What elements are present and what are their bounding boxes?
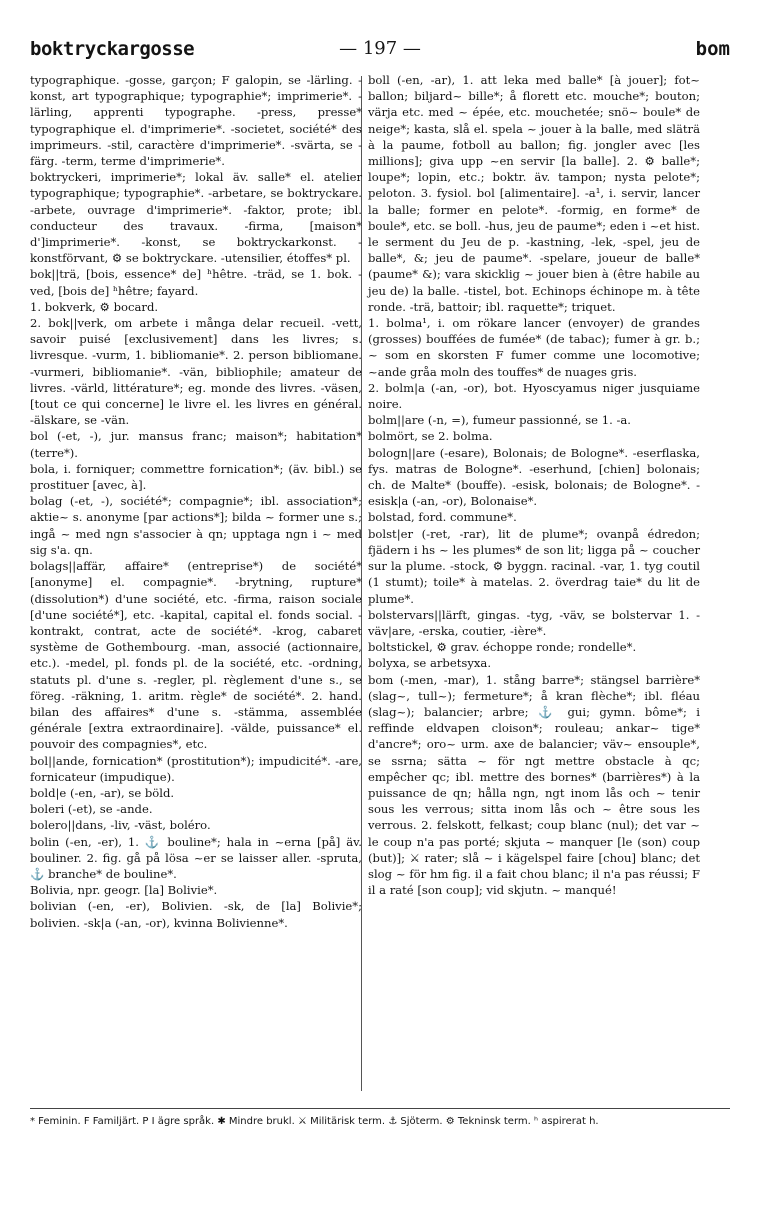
entry-boll: boll (-en, -ar), 1. att leka med balle* [à jouer]; fot~ ballon; biljard~ bille*; å florett etc. mouche*; bouton; värja etc. med ~ épée, etc. mouchetée; snö~ boule* de neige*; kasta, slå el. spela ~ jouer à la balle, med släträ à la paume, fotboll au ballon; fig. jongler avec [les millions]; giva upp ~en servir [la balle]. 2. ⚙ balle*; loupe*; lopin, etc.; boktr. äv. tampon; nysta pelote*; peloton. 3. fysiol. bol [alimentaire]. -a¹, i. servir, lancer la balle; former en pelote*. -formig, en forme* de boule*, etc. se boll. -hus, jeu de paume*; eden i ~et hist. le serment du Jeu de p. -kastning, -lek, -spel, jeu de balle*, &; jeu de paume*. -spelare, joueur de balle* (paume* &); vara skicklig ~ jouer bien à (être habile au jeu de) la balle. -tistel, bot. Echinops échinope m. à tête ronde. -trä, battoir; ibl. raquette*; triquet. bbox=[368, 73, 700, 314]
header-first-entry: boktryckargosse bbox=[30, 38, 195, 60]
entry-bolma-2: 2. bolm|a (-an, -or), bot. Hyoscyamus niger jusquiame noire. bbox=[368, 380, 700, 412]
entry-bola: bola, i. forniquer; commettre fornication*; (äv. bibl.) se prostituer [avec, à]. bbox=[30, 461, 362, 493]
entry-boktryckargosse: typographique. -gosse, garçon; F galopin, se -lärling. -konst, art typographique; typographie*; imprimerie*. -lärling, apprenti typographe. -press, presse* typographique el. d'imprimerie*. -societet, société* des imprimeurs. -stil, caractère d'imprimerie*. -svärta, se -färg. -term, terme d'imprimerie*. bbox=[30, 73, 362, 169]
entry-bolyxa: bolyxa, se arbetsyxa. bbox=[368, 656, 492, 671]
entry-bokverk-1: 1. bokverk, ⚙ bocard. bbox=[30, 299, 159, 314]
entry-bolma-1: 1. bolma¹, i. om rökare lancer (envoyer) de grandes (grosses) bouffées de fumée* (de tabac); fumer à gr. b.; ~ som en skorsten F fumer comme une locomotive; ~ande gråa moln des touffes* de nuages gris. bbox=[368, 316, 700, 379]
entry-bolagsaffar: bolags||affär, affaire* (entreprise*) de société* [anonyme] el. compagnie*. -brytning, rupture* (dissolution*) d'une société, etc. -firma, raison sociale [d'une société*], etc. -kapital, capital el. fonds social. -kontrakt, contrat, acte de société*. -krog, cabaret système de Gothembourg. -man, associé (actionnaire, etc.). -medel, pl. fonds pl. de la société, etc. -ordning, statuts pl. d'une s. -regler, pl. règlement d'une s., se föreg. -räkning, 1. aritm. règle* de société*. 2. hand. bilan des affaires* d'une s. -stämma, assemblée générale [extra extraordinaire]. -välde, puissance* el. pouvoir des compagnies*, etc. bbox=[30, 559, 362, 752]
entry-bol: bol (-et, -), jur. mansus franc; maison*; habitation* (terre*). bbox=[30, 429, 362, 460]
entry-bom: bom (-men, -mar), 1. stång barre*; stängsel barrière* (slag~, tull~); fermeture*; å kran flèche*; ibl. fléau (slag~); balancier; arbre; ⚓ gui; gymn. bôme*; i reffinde eldvapen cloison*; rouleau; ankar~ tige* d'ancre*; oro~ urm. axe de balancier; väv~ ensouple*, se ssrna; sätta ~ för ngt mettre obstacle à qc; empêcher qc; ibl. mettre des bornes* (barrières*) à la puissance de qn; hålla ngn, ngt inom lås och ~ tenir sous les verrous; sitta inom lås och ~ être sous les verrous. 2. felskott, felkast; coup blanc (nul); det var ~ le coup n'a pas porté; skjuta ~ manquer [le (son) coup (but)]; ⚔ rater; slå ~ i kägelspel faire [chou] blanc; det slog ~ för hm fig. il a fait chou blanc; il n'a pas réussi; F il a raté [son coup]; vid skjutn. ~ manqué! bbox=[368, 672, 700, 898]
entry-bolerodans: bolero||dans, -liv, -väst, boléro. bbox=[30, 818, 211, 833]
entry-bolmare: bolm||are (-n, =), fumeur passionné, se 1. -a. bbox=[368, 413, 631, 428]
entry-bolstervarslarft: bolstervars||lärft, gingas. -tyg, -väv, se bolstervar 1. -väv|are, -erska, coutier, -ière*. bbox=[368, 607, 700, 638]
entry-bokverk-2: 2. bok||verk, om arbete i många delar recueil. -vett, savoir puisé [exclusivement] dans les livres; s. livresque. -vurm, 1. bibliomanie*. 2. person bibliomane. -vurmeri, bibliomanie*. -vän, bibliophile; amateur de livres. -värld, littérature*; eg. monde des livres. -väsen, [tout ce qui concerne] le livre el. les livres en général. -älskare, se -vän. bbox=[30, 316, 362, 428]
header-last-entry: bom bbox=[695, 38, 730, 60]
entry-bolande: bol||ande, fornication* (prostitution*); impudicité*. -are, fornicateur (impudique). bbox=[30, 753, 362, 784]
entry-bolde: bold|e (-en, -ar), se böld. bbox=[30, 785, 175, 800]
entry-boleri: boleri (-et), se -ande. bbox=[30, 802, 153, 817]
entry-bolstad: bolstad, ford. commune*. bbox=[368, 510, 517, 525]
page-header bbox=[30, 38, 730, 68]
entry-bolmort: bolmört, se 2. bolma. bbox=[368, 429, 493, 444]
entry-bolognare: bologn||are (-esare), Bolonais; de Bologne*. -eserflaska, fys. matras de Bologne*. -eserhund, [chien] bolonais; ch. de Malte* (bouffe). -esisk, bolonais; de Bologne*. -esisk|a (-an, -or), Bolonaise*. bbox=[368, 445, 700, 509]
entry-boktryckeri: boktryckeri, imprimerie*; lokal äv. salle* el. atelier typographique; typographie*. -arbetare, se boktryckare. -arbete, ouvrage d'imprimerie*. -faktor, prote; ibl. conducteur des travaux. -firma, [maison* d']imprimerie*. -konst, se boktryckarkonst. -konstförvant, ⚙ se boktryckare. -utensilier, étoffes* pl. bbox=[30, 170, 362, 266]
entry-bolag: bolag (-et, -), société*; compagnie*; ibl. association*; aktie~ s. anonyme [par actions*]; bilda ~ former une s.; ingå ~ med ngn s'associer à qn; upptaga ngn i ~ med sig s'a. qn. bbox=[30, 494, 362, 557]
page-number: — 197 — bbox=[339, 38, 421, 59]
entry-boltstickel: boltstickel, ⚙ grav. échoppe ronde; rondelle*. bbox=[368, 640, 637, 655]
right-column bbox=[368, 72, 700, 898]
entry-boktra: bok||trä, [bois, essence* de] ʰhêtre. -träd, se 1. bok. -ved, [bois de] ʰhêtre; fayard. bbox=[30, 267, 362, 298]
entry-bolin: bolin (-en, -er), 1. ⚓ bouline*; hala in ~erna [på] äv. bouliner. 2. fig. gå på lösa ~er se laisser aller. -spruta, ⚓ branche* de bouline*. bbox=[30, 834, 362, 881]
footnote-legend: * Feminin. F Familjärt. P I ägre språk. ✱ Mindre brukl. ⚔ Militärisk term. ⚓ Sjöterm. ⚙ Tekninsk term. ʰ aspirerat h. bbox=[30, 1108, 730, 1128]
entry-bolivia: Bolivia, npr. geogr. [la] Bolivie*. bbox=[30, 883, 218, 898]
entry-bolivian: bolivian (-en, -er), Bolivien. -sk, de [la] Bolivie*; bolivien. -sk|a (-an, -or), kvinna Bolivienne*. bbox=[30, 899, 362, 930]
entry-bolster: bolst|er (-ret, -rar), lit de plume*; ovanpå édredon; fjädern i hs ~ les plumes* de son lit; ligga på ~ coucher sur la plume. -stock, ⚙ byggn. racinal. -var, 1. tyg coutil (1 stumt); toile* à matelas. 2. överdrag taie* du lit de plume*. bbox=[368, 526, 700, 606]
left-column bbox=[30, 72, 362, 931]
